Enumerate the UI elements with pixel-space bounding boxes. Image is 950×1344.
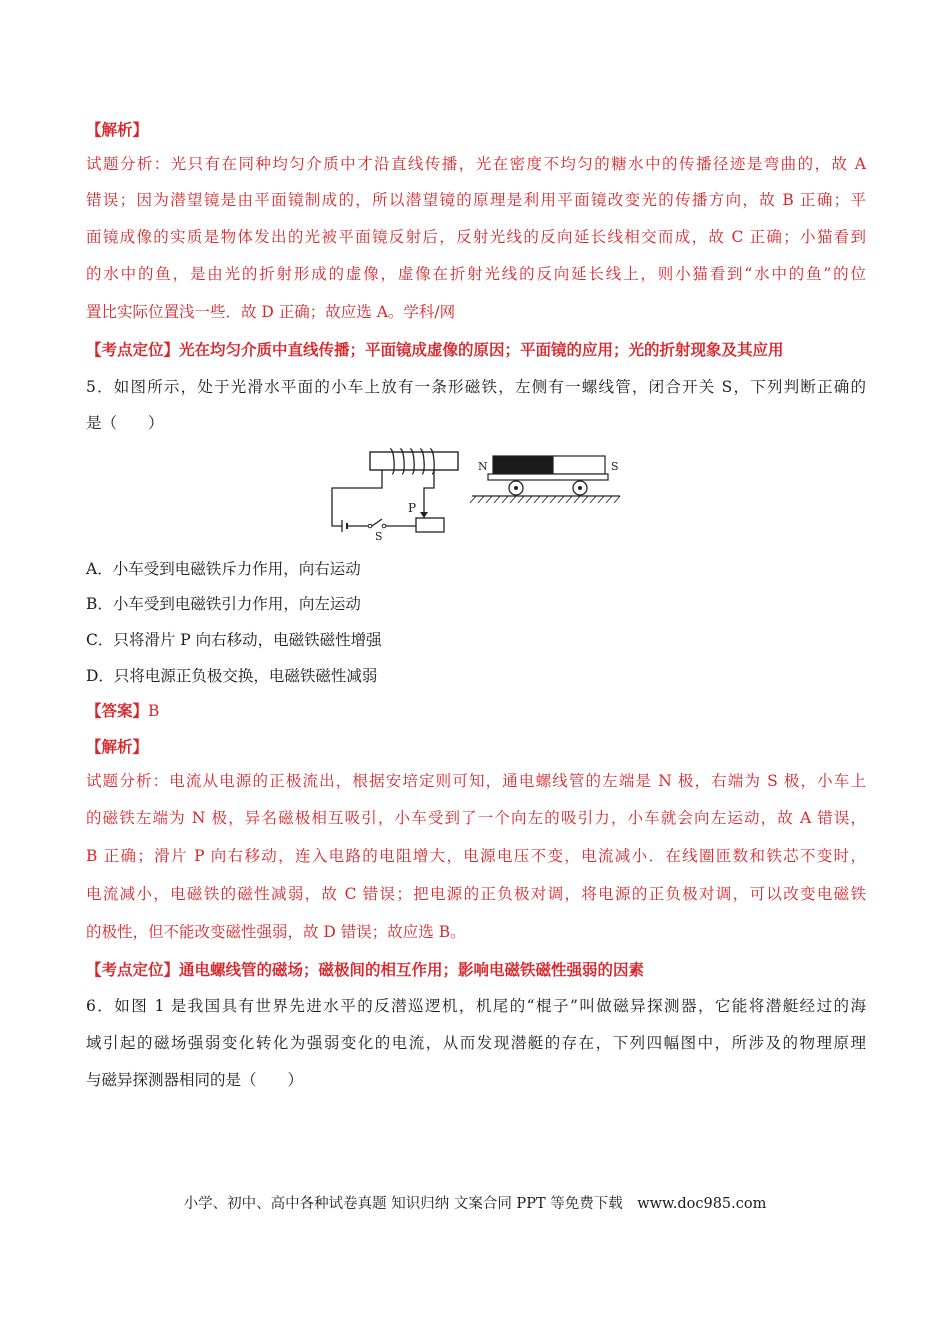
q5-analysis-header: 【解析】 bbox=[86, 737, 149, 756]
slider-label: P bbox=[408, 501, 417, 515]
ground-hatching bbox=[470, 496, 620, 503]
q5-stem-line: 是（ ） bbox=[86, 414, 164, 432]
magnet-s-label: S bbox=[611, 460, 619, 473]
q5-analysis-line: 试题分析：电流从电源的正极流出，根据安培定则可知，通电螺线管的左端是 N 极，右端为 S 极，小车上 bbox=[86, 772, 866, 790]
q4-analysis-line: 错误；因为潜望镜是由平面镜制成的，所以潜望镜的原理是利用平面镜改变光的传播方向，故 B 正确；平 bbox=[86, 191, 866, 209]
q5-analysis-line: 电流减小，电磁铁的磁性减弱，故 C 错误；把电源的正负极对调，将电源的正负极对调，可以改变电磁铁 bbox=[86, 885, 866, 903]
q4-analysis-line: 面镜成像的实质是物体发出的光被平面镜反射后，反射光线的反向延长线相交而成，故 C 正确；小猫看到 bbox=[86, 228, 866, 246]
q4-analysis-line: 置比实际位置浅一些．故 D 正确；故应选 A。学科/网 bbox=[86, 303, 456, 321]
q4-kaodian: 【考点定位】光在均匀介质中直线传播；平面镜成虚像的原因；平面镜的应用；光的折射现象及其应用 bbox=[86, 340, 784, 359]
switch-contact-left bbox=[368, 524, 372, 528]
q6-stem-line: 域引起的磁场强弱变化转化为强弱变化的电流，从而发现潜艇的存在，下列四幅图中，所涉及的物理原理 bbox=[86, 1034, 866, 1052]
circuit-wire-left bbox=[332, 470, 382, 526]
switch-blade bbox=[372, 519, 382, 526]
q5-option-b: B．小车受到电磁铁引力作用，向左运动 bbox=[86, 595, 361, 613]
q5-answer-header: 【答案】 bbox=[86, 701, 149, 720]
q5-analysis-line: B 正确；滑片 P 向右移动，连入电路的电阻增大，电源电压不变，电流减小．在线圈匝数和铁芯不变时， bbox=[86, 847, 866, 865]
q6-stem-line: 与磁异探测器相同的是（ ） bbox=[86, 1071, 304, 1089]
q5-figure bbox=[320, 436, 632, 546]
q4-analysis-line: 的水中的鱼，是由光的折射形成的虚像，虚像在折射光线的反向延长线上，则小猫看到“水中的鱼”的位 bbox=[86, 265, 866, 283]
q5-option-a: A．小车受到电磁铁斥力作用，向右运动 bbox=[86, 560, 361, 578]
q6-stem-line: 6．如图 1 是我国具有世界先进水平的反潜巡逻机，机尾的“棍子”叫做磁异探测器，它能将潜艇经过的海 bbox=[86, 997, 866, 1015]
switch-contact-right bbox=[382, 524, 386, 528]
circuit-wire-right bbox=[424, 470, 434, 504]
switch-label: S bbox=[375, 530, 383, 543]
magnet-n-label: N bbox=[478, 460, 488, 473]
q5-answer-row bbox=[86, 701, 866, 721]
q4-analysis-line: 试题分析：光只有在同种均匀介质中才沿直线传播，光在密度不均匀的糖水中的传播径迹是弯曲的，故 A bbox=[86, 155, 866, 173]
magnet-south-half bbox=[553, 456, 605, 474]
magnet-north-half bbox=[493, 456, 553, 474]
q5-analysis-line: 的磁铁左端为 N 极，异名磁极相互吸引，小车受到了一个向左的吸引力，小车就会向左运动，故 A 错误， bbox=[86, 809, 866, 827]
cart-body bbox=[488, 474, 608, 480]
q5-option-c: C．只将滑片 P 向右移动，电磁铁磁性增强 bbox=[86, 631, 382, 649]
q5-answer-value: B bbox=[148, 702, 160, 720]
q5-analysis-line: 的极性，但不能改变磁性强弱，故 D 错误；故应选 B。 bbox=[86, 923, 466, 941]
circuit-diagram bbox=[320, 436, 632, 546]
q5-kaodian: 【考点定位】通电螺线管的磁场；磁极间的相互作用；影响电磁铁磁性强弱的因素 bbox=[86, 960, 645, 979]
q5-stem-line: 5．如图所示，处于光滑水平面的小车上放有一条形磁铁，左侧有一螺线管，闭合开关 S，下列判断正确的 bbox=[86, 378, 866, 396]
rheostat bbox=[416, 518, 444, 532]
page-footer: 小学、初中、高中各种试卷真题 知识归纳 文案合同 PPT 等免费下载 www.doc985.com bbox=[183, 1196, 767, 1212]
q5-option-d: D．只将电源正负极交换，电磁铁磁性减弱 bbox=[86, 667, 378, 685]
q4-analysis-header: 【解析】 bbox=[86, 120, 149, 139]
